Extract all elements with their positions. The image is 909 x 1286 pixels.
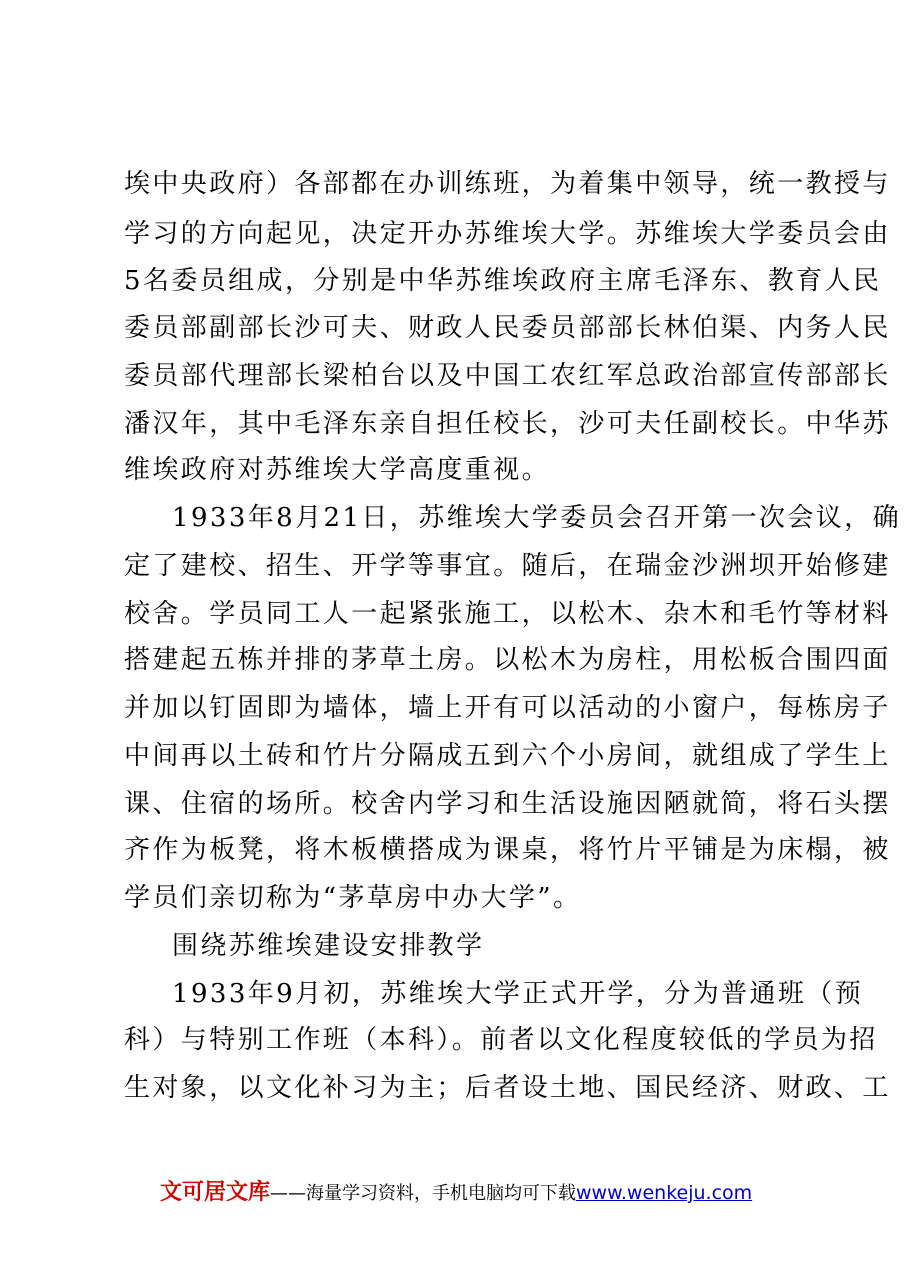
body-text-line: 课、住宿的场所。校舍内学习和生活设施因陋就简，将石头摆	[124, 789, 891, 819]
website-link[interactable]: www.wenkeju.com	[576, 1182, 753, 1204]
body-text-line: 中间再以土砖和竹片分隔成五到六个小房间，就组成了学生上	[124, 741, 891, 771]
paragraph-first-line: 1933年8月21日，苏维埃大学委员会召开第一次会议，确	[172, 503, 901, 533]
body-text-line: 潘汉年，其中毛泽东亲自担任校长，沙可夫任副校长。中华苏	[124, 409, 891, 439]
body-text-line: 校舍。学员同工人一起紧张施工，以松木、杂木和毛竹等材料	[124, 599, 891, 629]
section-heading: 围绕苏维埃建设安排教学	[172, 931, 485, 961]
body-text-line: 委员部副部长沙可夫、财政人民委员部部长林伯渠、内务人民	[124, 313, 891, 343]
body-text-line: 生对象，以文化补习为主；后者设土地、国民经济、财政、工	[124, 1073, 891, 1103]
brand-logo-text: 文可居文库	[160, 1180, 271, 1205]
body-text-line: 埃中央政府）各部都在办训练班，为着集中领导，统一教授与	[124, 169, 891, 199]
paragraph-first-line: 1933年9月初，苏维埃大学正式开学，分为普通班（预	[172, 979, 864, 1009]
footer-tagline: ——海量学习资料，手机电脑均可下载	[270, 1183, 577, 1204]
body-text-line: 齐作为板凳，将木板横搭成为课桌，将竹片平铺是为床榻，被	[124, 835, 891, 865]
body-text-line: 委员部代理部长梁柏台以及中国工农红军总政治部宣传部部长	[124, 361, 891, 391]
body-text-line: 5名委员组成，分别是中华苏维埃政府主席毛泽东、教育人民	[124, 266, 882, 296]
body-text-line: 搭建起五栋并排的茅草土房。以松木为房柱，用松板合围四面	[124, 645, 891, 675]
body-text-line: 科）与特别工作班（本科）。前者以文化程度较低的学员为招	[124, 1025, 878, 1055]
footer-banner	[160, 1176, 752, 1211]
body-text-line: 定了建校、招生、开学等事宜。随后，在瑞金沙洲坝开始修建	[124, 551, 891, 581]
body-text-line: 并加以钉固即为墙体，墙上开有可以活动的小窗户，每栋房子	[124, 693, 891, 723]
body-text-line: 学习的方向起见，决定开办苏维埃大学。苏维埃大学委员会由	[124, 219, 891, 249]
body-text-line: 学员们亲切称为“茅草房中办大学”。	[124, 883, 582, 913]
body-text-line: 维埃政府对苏维埃大学高度重视。	[124, 455, 551, 485]
